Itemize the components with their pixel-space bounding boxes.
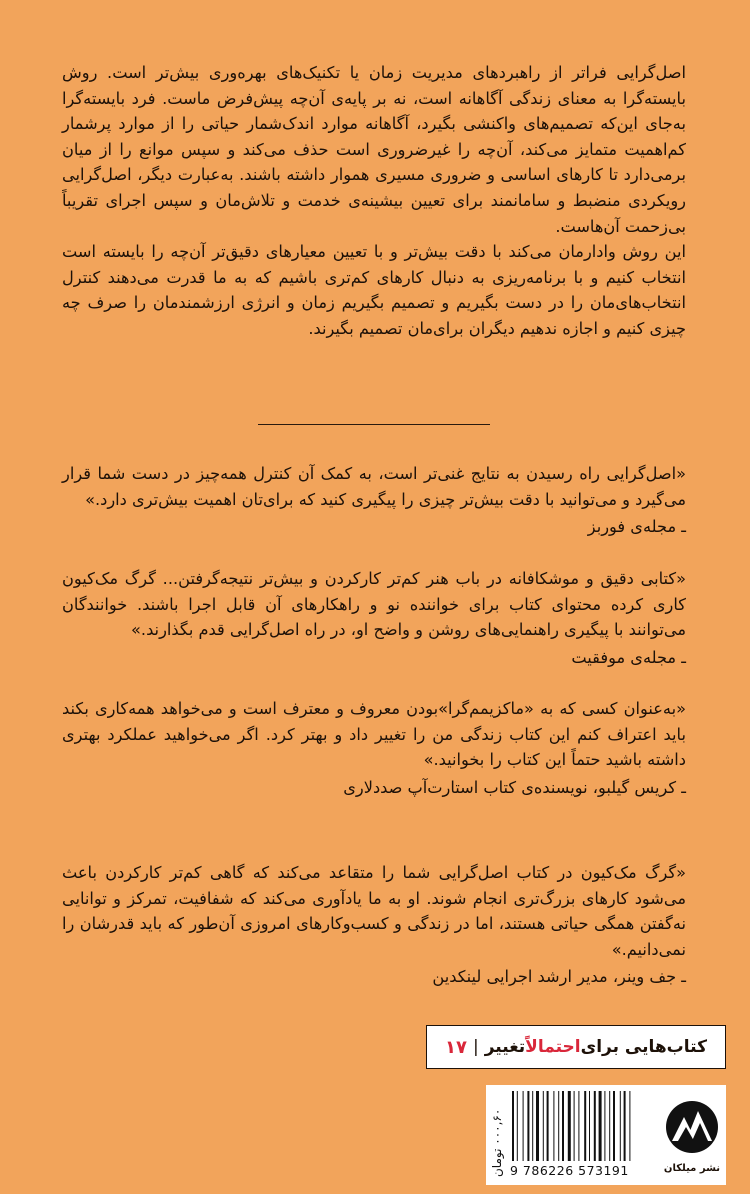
barcode-bar: [512, 1091, 514, 1161]
barcode-bar: [553, 1091, 554, 1161]
barcode-bar: [562, 1091, 564, 1161]
quote-text: «اصل‌گرایی راه رسیدن به نتایج غنی‌تر است، به کمک آن کنترل همه‌چیز در دست شما قرار می‌گیرد و می‌توانید با دقت بیش‌تر چیزی را پیگیری کنید که برای‌تان اهمیت بیش‌تری دارد.»: [62, 464, 686, 509]
quote-forbes: [62, 461, 686, 540]
publisher-name: نشر میلکان: [663, 1163, 720, 1174]
series-separator: |: [473, 1037, 479, 1057]
barcode-bar: [568, 1091, 571, 1161]
quote-text: «کتابی دقیق و موشکافانه در باب هنر کم‌تر کارکردن و بیش‌تر نتیجه‌گرفتن... گرگ مک‌کیون کاری کرده محتوای کتاب برای خواننده نو و راهکارهای آن قابل اجرا باشند. خوانندگان می‌توانند با پیگیری راهنمایی‌های روشن و واضح او، در راه اصل‌گرایی قدم بگذارند.»: [62, 569, 686, 640]
barcode-bar: [574, 1091, 575, 1161]
quote-jeff-weiner: [62, 860, 686, 990]
mountain-logo-icon: [664, 1093, 720, 1161]
barcode-bar: [523, 1091, 524, 1161]
quote-chris-guillebeau: [62, 696, 686, 800]
series-banner: [426, 1025, 726, 1069]
barcode-bar: [620, 1091, 621, 1161]
publisher-logo: [664, 1093, 720, 1179]
barcode-bar: [599, 1091, 602, 1161]
barcode-bar: [543, 1091, 544, 1161]
series-label-highlight: احتمالاً: [525, 1037, 581, 1057]
barcode-bar: [578, 1091, 579, 1161]
quote-source: ـ جف وینر، مدیر ارشد اجرایی لینکدین: [432, 967, 686, 987]
intro-paragraph-2: این روش وادارمان می‌کند با دقت بیش‌تر و با تعیین معیارهای دقیق‌تر آن‌چه را بایسته است انتخاب کنیم و با برنامه‌ریزی به دنبال کارهای کم‌تری باشیم که به ما قدرت می‌دهند کنترل انتخاب‌های‌مان را در دست بگیریم و تصمیم بگیریم زمان و انرژی ارزشمندمان را صرف چه چیزی کنیم و اجازه ندهیم دیگران برای‌مان تصمیم بگیرند.: [62, 242, 686, 338]
barcode-bar: [517, 1091, 518, 1161]
series-number: ۱۷: [445, 1036, 467, 1058]
barcode-bar: [609, 1091, 610, 1161]
quote-text: «گرگ مک‌کیون در کتاب اصل‌گرایی شما را متقاعد می‌کند که گاهی کم‌تر کارکردن باعث می‌شود کارهای بزرگ‌تری انجام شوند. او به ما یادآوری می‌کند که شفافیت، تمرکز و توانایی نه‌گفتن همگی حیاتی هستند، اما در زندگی و کسب‌وکارهای امروزی آن‌طور که باید قدرشان را نمی‌دانیم.»: [62, 863, 686, 959]
barcode-bar: [527, 1091, 529, 1161]
barcode-bar: [613, 1091, 615, 1161]
quote-source: ـ کریس گیلبو، نویسنده‌ی کتاب استارت‌آپ صددلاری: [343, 777, 686, 797]
barcode-bar: [558, 1091, 559, 1161]
intro-paragraph-1: اصل‌گرایی فراتر از راهبردهای مدیریت زمان یا تکنیک‌های بهره‌وری بیش‌تر است. روش بایسته‌گرا به معنای زندگی آگاهانه است، نه بر پایه‌ی آن‌چه پیش‌فرض ماست. فرد بایسته‌گرا به‌جای این‌که تصمیم‌های واکنشی بگیرد، آگاهانه موارد اندک‌شمار حیاتی را از موارد پرشمار کم‌اهمیت متمایز می‌کند، آن‌چه را غیرضروری است حذف می‌کند و سپس موانع را از میان برمی‌دارد تا کارهای اساسی و ضروری مسیری هموار داشته باشند. به‌عبارت دیگر، اصل‌گرایی رویکردی منضبط و سامانمند برای تعیین بیشینه‌ی خدمت و تلاش‌مان و سپس اجرای تقریباً بی‌زحمت آن‌هاست.: [62, 63, 686, 236]
barcode-panel: [486, 1085, 726, 1185]
intro-text: [62, 60, 686, 342]
quote-success-magazine: [62, 566, 686, 670]
series-label-pre: کتاب‌هایی برای: [580, 1037, 707, 1057]
barcode-bar: [584, 1091, 586, 1161]
section-divider: [258, 424, 490, 425]
barcode-bar: [594, 1091, 596, 1161]
barcode-bar: [589, 1091, 590, 1161]
quote-source: ـ مجله‌ی موفقیت: [571, 647, 686, 667]
isbn-digits: 9 786226 573191: [510, 1163, 629, 1178]
barcode-icon: [512, 1091, 658, 1163]
quote-text: «به‌عنوان کسی که به «ماکزیمم‌گرا»بودن معروف و معترف است و می‌خواهد همه‌کاری بکند باید اعتراف کنم این کتاب زندگی من را تغییر داد و بهتر کرد. اگر می‌خواهید عملکرد بهتری داشته باشید حتماً این کتاب را بخوانید.»: [62, 699, 686, 770]
barcode-bar: [604, 1091, 605, 1161]
barcode-bar: [547, 1091, 549, 1161]
barcode-bar: [536, 1091, 539, 1161]
barcode-bar: [629, 1091, 630, 1161]
price-label: ۰۰۰,۶۰ تومان: [490, 1108, 504, 1177]
series-label-post: تغییر: [484, 1037, 526, 1057]
quote-source: ـ مجله‌ی فوربز: [587, 517, 686, 537]
barcode-bar: [532, 1091, 533, 1161]
barcode-bar: [624, 1091, 626, 1161]
